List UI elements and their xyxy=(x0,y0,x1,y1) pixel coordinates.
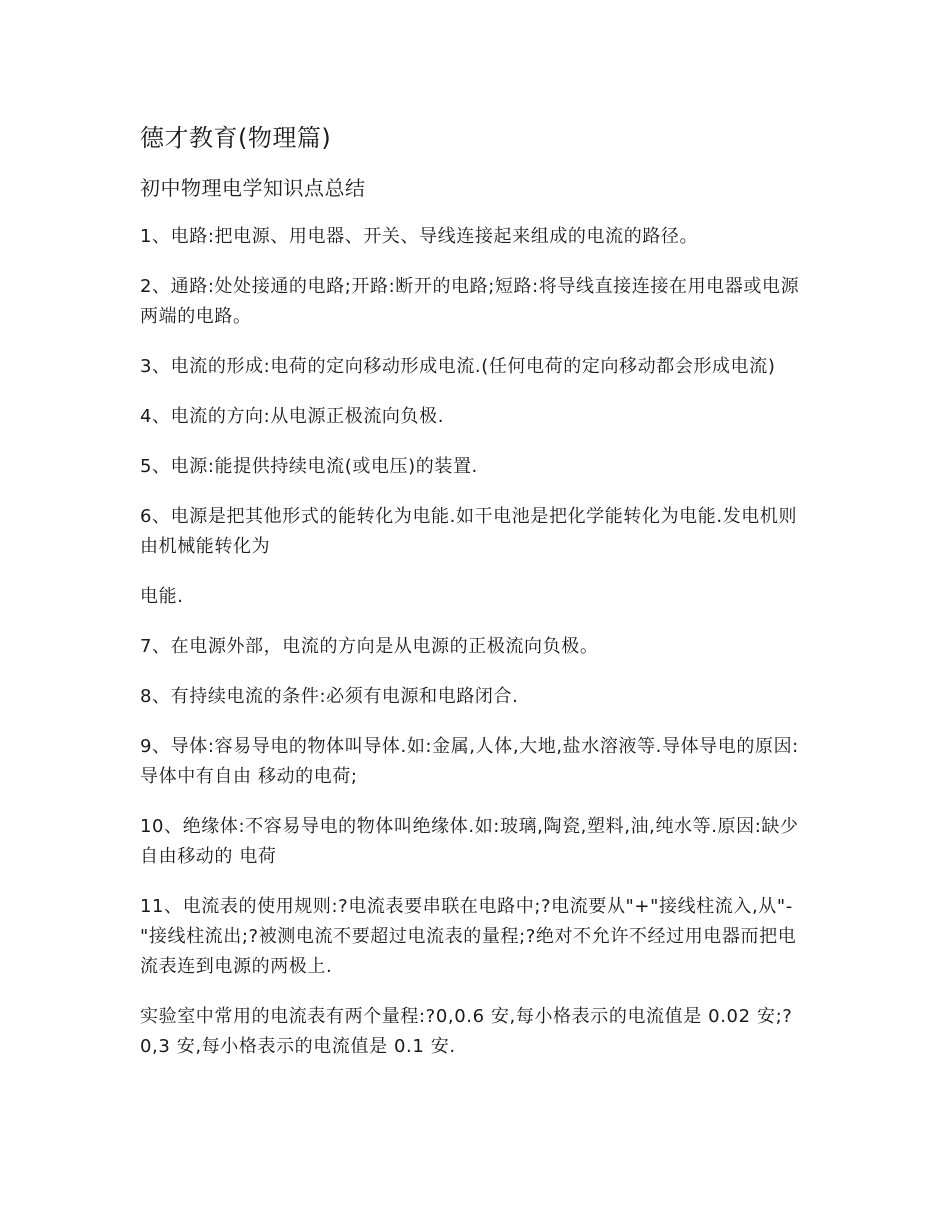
paragraph-3: 3、电流的形成:电荷的定向移动形成电流.(任何电荷的定向移动都会形成电流) xyxy=(140,356,776,377)
paragraph-6-continued: 电能. xyxy=(140,586,184,607)
paragraph-6: 6、电源是把其他形式的能转化为电能.如干电池是把化学能转化为电能.发电机则由机械能转化为 xyxy=(140,506,798,557)
paragraph-ammeter-ranges: 实验室中常用的电流表有两个量程:?0,0.6 安,每小格表示的电流值是 0.02 安;?0,3 安,每小格表示的电流值是 0.1 安. xyxy=(140,1006,793,1057)
paragraph-2: 2、通路:处处接通的电路;开路:断开的电路;短路:将导线直接连接在用电器或电源两端的电路。 xyxy=(140,276,800,327)
paragraph-5: 5、电源:能提供持续电流(或电压)的装置. xyxy=(140,456,478,477)
document-page xyxy=(140,118,810,1082)
paragraph-10: 10、绝缘体:不容易导电的物体叫绝缘体.如:玻璃,陶瓷,塑料,油,纯水等.原因:缺少自由移动的 电荷 xyxy=(140,816,799,867)
paragraph-7: 7、在电源外部，电流的方向是从电源的正极流向负极。 xyxy=(140,636,599,657)
document-subtitle: 初中物理电学知识点总结 xyxy=(140,176,366,200)
document-title: 德才教育(物理篇) xyxy=(140,124,332,152)
paragraph-8: 8、有持续电流的条件:必须有电源和电路闭合. xyxy=(140,686,519,707)
paragraph-9: 9、导体:容易导电的物体叫导体.如:金属,人体,大地,盐水溶液等.导体导电的原因:导体中有自由 移动的电荷; xyxy=(140,736,799,787)
paragraph-4: 4、电流的方向:从电源正极流向负极. xyxy=(140,406,445,427)
paragraph-1: 1、电路:把电源、用电器、开关、导线连接起来组成的电流的路径。 xyxy=(140,226,699,247)
paragraph-11: 11、电流表的使用规则:?电流表要串联在电路中;?电流要从"+"接线柱流入,从"-"接线柱流出;?被测电流不要超过电流表的量程;?绝对不允许不经过用电器而把电流表连到电源的两极上. xyxy=(140,896,797,977)
